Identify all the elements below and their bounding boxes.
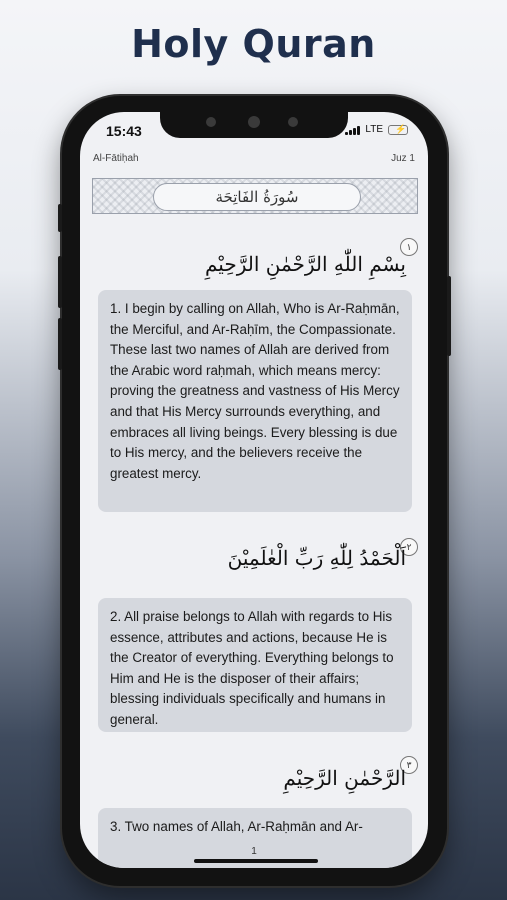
app-screen (80, 112, 428, 868)
surah-title: سُورَةُ الفَاتِحَة (153, 183, 361, 211)
network-type: LTE (365, 124, 383, 135)
app-headline: Holy Quran (131, 22, 376, 66)
verse-translation: 3. Two names of Allah, Ar-Raḥmān and Ar- (110, 819, 363, 834)
verse-number-badge: ٣ (400, 756, 418, 774)
status-indicators (345, 124, 408, 135)
surah-header-banner (92, 178, 418, 214)
verse-translation-card[interactable] (98, 598, 412, 732)
page-number: 1 (251, 846, 257, 857)
battery-icon: ⚡ (388, 125, 408, 135)
signal-icon (345, 125, 360, 135)
status-time: 15:43 (106, 123, 142, 139)
verse-number-badge: ٢ (400, 538, 418, 556)
home-indicator[interactable] (194, 859, 318, 863)
camera-notch (160, 112, 348, 138)
verse-arabic[interactable]: الرَّحْمٰنِ الرَّحِيْمِ (283, 766, 406, 790)
juz-label[interactable]: Juz 1 (391, 153, 415, 164)
surah-name-label[interactable]: Al-Fātiḥah (93, 153, 139, 164)
verse-translation: 1. I begin by calling on Allah, Who is Ar-Raḥmān, the Merciful, and Ar-Raḥīm, the Compassionate. These last two names of Allah are derived from the Arabic word raḥmah, which means mercy: proving the greatness and vastness of His Mercy and that His Mercy surrounds everything, and embraces all living beings. Every blessing is due to His mercy, and the believers receive the greatest mercy. (110, 301, 400, 481)
verse-arabic[interactable]: اَلْحَمْدُ لِلّٰهِ رَبِّ الْعٰلَمِيْنَ (227, 546, 406, 570)
verse-number-badge: ١ (400, 238, 418, 256)
verse-translation: 2. All praise belongs to Allah with regards to His essence, attributes and actions, because He is the Creator of everything. Everything belongs to Him and He is the disposer of their affairs; blessing individuals specifically and humans in general. (110, 609, 394, 727)
verse-translation-card[interactable] (98, 290, 412, 512)
verse-arabic[interactable]: بِسْمِ اللّٰهِ الرَّحْمٰنِ الرَّحِيْمِ (204, 252, 406, 276)
